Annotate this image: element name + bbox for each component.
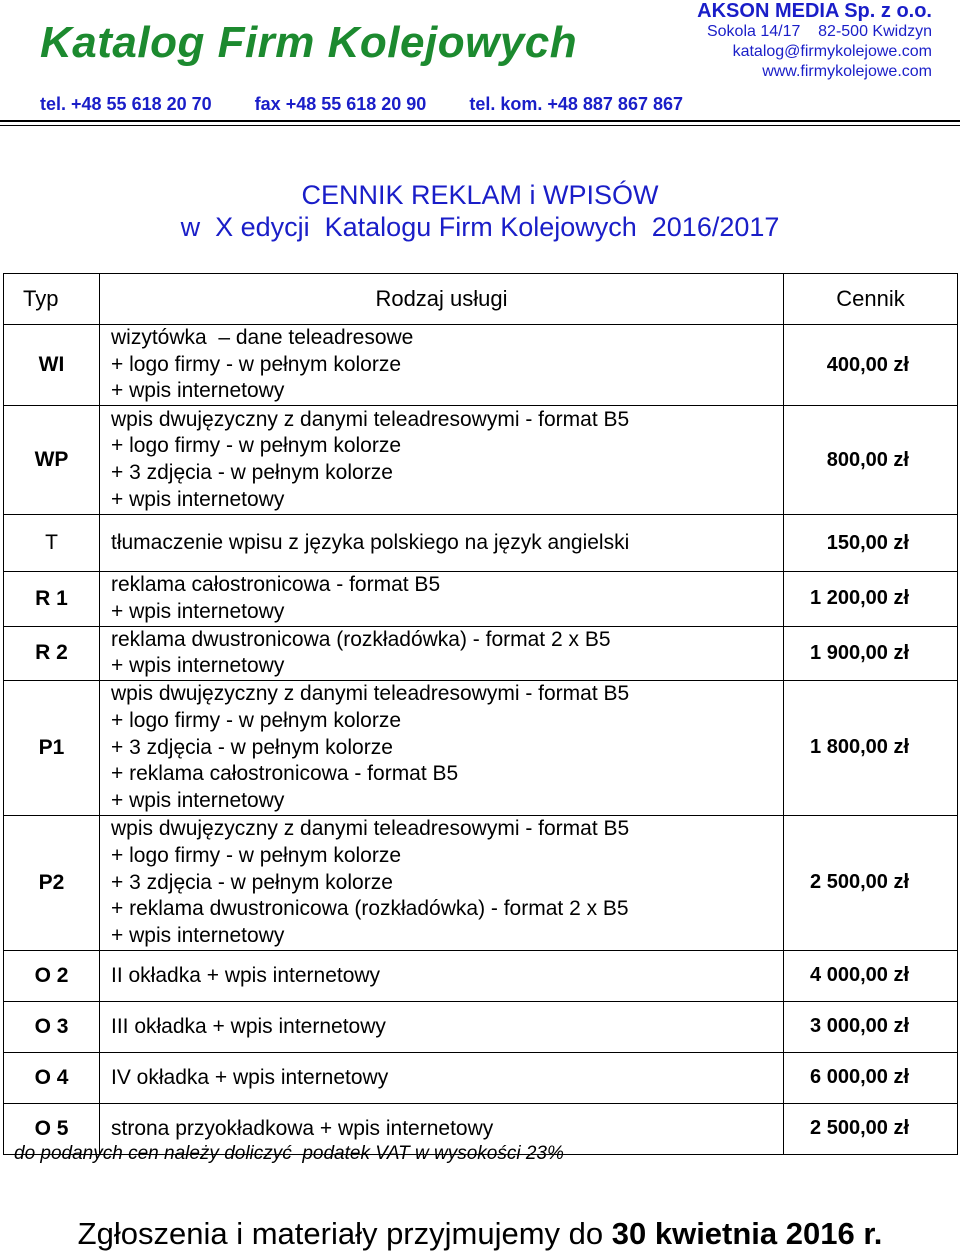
service-line: + 3 zdjęcia - w pełnym kolorze bbox=[111, 735, 393, 759]
header-divider-thin bbox=[0, 125, 960, 126]
service-line: + wpis internetowy bbox=[111, 654, 285, 678]
service-line: + wpis internetowy bbox=[111, 923, 285, 947]
header-type: Typ bbox=[4, 274, 100, 325]
service-line: strona przyokładkowa + wpis internetowy bbox=[111, 1116, 494, 1140]
table-row bbox=[4, 815, 958, 950]
row-code: R 1 bbox=[4, 572, 100, 626]
service-line: + reklama dwustronicowa (rozkładówka) - format 2 x B5 bbox=[111, 897, 629, 921]
row-service bbox=[100, 680, 784, 815]
service-line: reklama całostronicowa - format B5 bbox=[111, 573, 441, 597]
row-service bbox=[100, 626, 784, 680]
row-service bbox=[100, 1001, 784, 1052]
service-line: + logo firmy - w pełnym kolorze bbox=[111, 708, 402, 732]
row-price: 1 800,00 zł bbox=[784, 680, 958, 815]
row-price: 1 200,00 zł bbox=[784, 572, 958, 626]
service-line: wizytówka – dane teleadresowe bbox=[111, 326, 414, 349]
catalog-logo-title: Katalog Firm Kolejowych bbox=[40, 18, 578, 67]
company-contact-block bbox=[697, 0, 932, 82]
phone-number: tel. +48 55 618 20 70 bbox=[40, 94, 212, 114]
company-website[interactable]: www.firmykolejowe.com bbox=[762, 63, 932, 80]
row-code: WI bbox=[4, 325, 100, 406]
row-price: 2 500,00 zł bbox=[784, 1103, 958, 1154]
table-row bbox=[4, 325, 958, 406]
page-title: CENNIK REKLAM i WPISÓW bbox=[301, 180, 659, 210]
service-line: + wpis internetowy bbox=[111, 487, 285, 511]
company-name: AKSON MEDIA Sp. z o.o. bbox=[697, 0, 932, 22]
row-code: R 2 bbox=[4, 626, 100, 680]
row-price: 6 000,00 zł bbox=[784, 1052, 958, 1103]
row-code: WP bbox=[4, 406, 100, 515]
row-service bbox=[100, 572, 784, 626]
vat-note: do podanych cen należy doliczyć podatek VAT w wysokości 23% bbox=[14, 1143, 564, 1164]
header-divider bbox=[0, 120, 960, 122]
row-service bbox=[100, 950, 784, 1001]
table-row bbox=[4, 572, 958, 626]
row-code: T bbox=[4, 515, 100, 572]
fax-number: fax +48 55 618 20 90 bbox=[254, 94, 427, 114]
service-line: III okładka + wpis internetowy bbox=[111, 1014, 386, 1038]
service-line: + wpis internetowy bbox=[111, 379, 285, 403]
service-line: wpis dwujęzyczny z danymi teleadresowymi - format B5 bbox=[111, 817, 630, 841]
table-row bbox=[4, 406, 958, 515]
service-line: + 3 zdjęcia - w pełnym kolorze bbox=[111, 461, 393, 485]
deadline-date: 30 kwietnia 2016 r. bbox=[611, 1216, 883, 1251]
row-service bbox=[100, 815, 784, 950]
phone-line bbox=[40, 94, 721, 115]
row-code: O 4 bbox=[4, 1052, 100, 1103]
table-header-row bbox=[4, 274, 958, 325]
row-service bbox=[100, 515, 784, 572]
row-service bbox=[100, 325, 784, 406]
service-line: + wpis internetowy bbox=[111, 788, 285, 812]
header-service: Rodzaj usługi bbox=[100, 274, 784, 325]
row-code: P2 bbox=[4, 815, 100, 950]
company-address: Sokola 14/17 82-500 Kwidzyn bbox=[706, 23, 932, 40]
service-line: wpis dwujęzyczny z danymi teleadresowymi - format B5 bbox=[111, 682, 630, 706]
service-line: II okładka + wpis internetowy bbox=[111, 963, 381, 987]
service-line: IV okładka + wpis internetowy bbox=[111, 1065, 389, 1089]
table-row bbox=[4, 950, 958, 1001]
row-price: 3 000,00 zł bbox=[784, 1001, 958, 1052]
service-line: + wpis internetowy bbox=[111, 599, 285, 623]
row-price: 2 500,00 zł bbox=[784, 815, 958, 950]
service-line: + reklama całostronicowa - format B5 bbox=[111, 762, 459, 786]
submission-deadline bbox=[0, 1216, 960, 1252]
row-price: 4 000,00 zł bbox=[784, 950, 958, 1001]
table-row bbox=[4, 680, 958, 815]
table-row bbox=[4, 1052, 958, 1103]
service-line: reklama dwustronicowa (rozkładówka) - format 2 x B5 bbox=[111, 627, 611, 651]
page-subtitle: w X edycji Katalogu Firm Kolejowych 2016/2017 bbox=[180, 212, 780, 242]
service-line: + 3 zdjęcia - w pełnym kolorze bbox=[111, 870, 393, 894]
price-table bbox=[3, 273, 958, 1155]
row-price: 1 900,00 zł bbox=[784, 626, 958, 680]
row-code: O 5 bbox=[4, 1103, 100, 1154]
row-code: P1 bbox=[4, 680, 100, 815]
row-code: O 2 bbox=[4, 950, 100, 1001]
service-line: + logo firmy - w pełnym kolorze bbox=[111, 434, 402, 458]
service-line: tłumaczenie wpisu z języka polskiego na język angielski bbox=[111, 530, 630, 554]
row-service bbox=[100, 406, 784, 515]
service-line: wpis dwujęzyczny z danymi teleadresowymi - format B5 bbox=[111, 407, 630, 431]
company-email[interactable]: katalog@firmykolejowe.com bbox=[732, 43, 932, 60]
deadline-prefix: Zgłoszenia i materiały przyjmujemy do bbox=[77, 1216, 612, 1251]
row-code: O 3 bbox=[4, 1001, 100, 1052]
header-price: Cennik bbox=[784, 274, 958, 325]
table-row bbox=[4, 515, 958, 572]
table-row bbox=[4, 626, 958, 680]
mobile-number: tel. kom. +48 887 867 867 bbox=[469, 94, 683, 114]
row-price: 800,00 zł bbox=[784, 406, 958, 515]
table-row bbox=[4, 1001, 958, 1052]
row-price: 150,00 zł bbox=[784, 515, 958, 572]
row-price: 400,00 zł bbox=[784, 325, 958, 406]
row-service bbox=[100, 1052, 784, 1103]
service-line: + logo firmy - w pełnym kolorze bbox=[111, 843, 402, 867]
service-line: + logo firmy - w pełnym kolorze bbox=[111, 352, 402, 376]
